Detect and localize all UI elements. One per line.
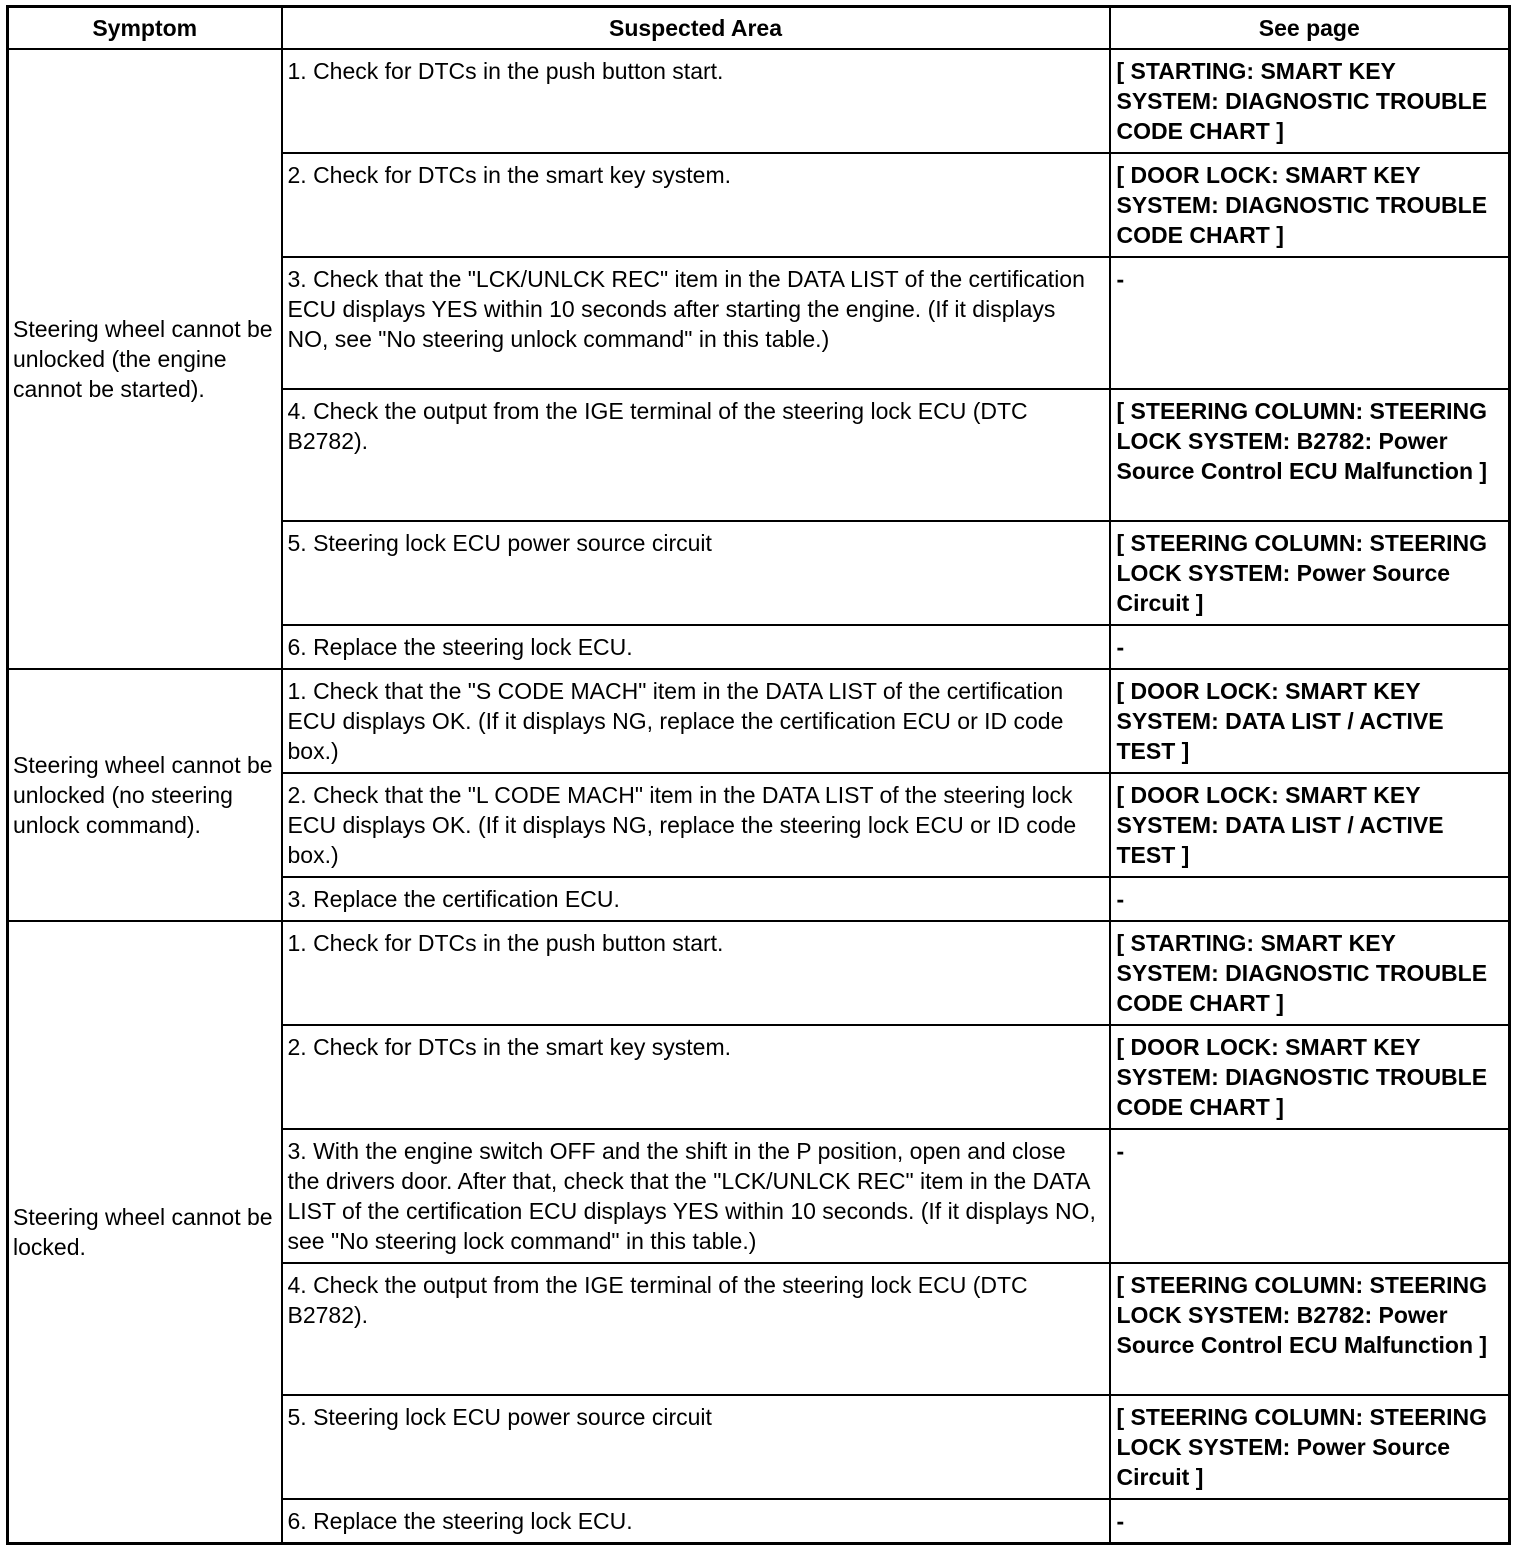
table-row (8, 49, 1510, 153)
suspected-area-cell: 2. Check for DTCs in the smart key system. (282, 1025, 1110, 1129)
suspected-area-cell: 1. Check that the "S CODE MACH" item in the DATA LIST of the certification ECU displays OK. (If it displays NG, replace the certification ECU or ID code box.) (282, 669, 1110, 773)
suspected-area-cell: 2. Check for DTCs in the smart key system. (282, 153, 1110, 257)
header-symptom: Symptom (8, 7, 282, 50)
see-page-cell: [ DOOR LOCK: SMART KEY SYSTEM: DATA LIST / ACTIVE TEST ] (1110, 773, 1510, 877)
suspected-area-cell: 2. Check that the "L CODE MACH" item in the DATA LIST of the steering lock ECU displays OK. (If it displays NG, replace the steering lock ECU or ID code box.) (282, 773, 1110, 877)
suspected-area-cell: 4. Check the output from the IGE terminal of the steering lock ECU (DTC B2782). (282, 389, 1110, 521)
table-row (8, 669, 1510, 773)
see-page-cell: [ DOOR LOCK: SMART KEY SYSTEM: DATA LIST / ACTIVE TEST ] (1110, 669, 1510, 773)
see-page-cell: - (1110, 1129, 1510, 1263)
troubleshooting-table (6, 5, 1511, 1545)
header-suspected-area: Suspected Area (282, 7, 1110, 50)
header-see-page: See page (1110, 7, 1510, 50)
see-page-cell: [ DOOR LOCK: SMART KEY SYSTEM: DIAGNOSTIC TROUBLE CODE CHART ] (1110, 153, 1510, 257)
see-page-cell: - (1110, 625, 1510, 669)
see-page-cell: [ STEERING COLUMN: STEERING LOCK SYSTEM: B2782: Power Source Control ECU Malfunction ] (1110, 1263, 1510, 1395)
suspected-area-cell: 3. Replace the certification ECU. (282, 877, 1110, 921)
see-page-cell: [ STEERING COLUMN: STEERING LOCK SYSTEM: Power Source Circuit ] (1110, 521, 1510, 625)
see-page-cell: [ STARTING: SMART KEY SYSTEM: DIAGNOSTIC TROUBLE CODE CHART ] (1110, 921, 1510, 1025)
see-page-cell: [ STEERING COLUMN: STEERING LOCK SYSTEM: B2782: Power Source Control ECU Malfunction ] (1110, 389, 1510, 521)
suspected-area-cell: 1. Check for DTCs in the push button start. (282, 921, 1110, 1025)
suspected-area-cell: 4. Check the output from the IGE terminal of the steering lock ECU (DTC B2782). (282, 1263, 1110, 1395)
suspected-area-cell: 1. Check for DTCs in the push button start. (282, 49, 1110, 153)
symptom-cell: Steering wheel cannot be unlocked (the engine cannot be started). (8, 49, 282, 669)
symptom-cell: Steering wheel cannot be unlocked (no steering unlock command). (8, 669, 282, 921)
header-row (8, 7, 1510, 50)
suspected-area-cell: 3. With the engine switch OFF and the shift in the P position, open and close the drivers door. After that, check that the "LCK/UNLCK REC" item in the DATA LIST of the certification ECU displays YES within 10 seconds. (If it displays NO, see "No steering lock command" in this table.) (282, 1129, 1110, 1263)
troubleshooting-table-container (6, 5, 1511, 1545)
suspected-area-cell: 6. Replace the steering lock ECU. (282, 625, 1110, 669)
see-page-cell: [ STARTING: SMART KEY SYSTEM: DIAGNOSTIC TROUBLE CODE CHART ] (1110, 49, 1510, 153)
see-page-cell: - (1110, 877, 1510, 921)
see-page-cell: - (1110, 257, 1510, 389)
see-page-cell: [ STEERING COLUMN: STEERING LOCK SYSTEM: Power Source Circuit ] (1110, 1395, 1510, 1499)
see-page-cell: - (1110, 1499, 1510, 1544)
suspected-area-cell: 6. Replace the steering lock ECU. (282, 1499, 1110, 1544)
symptom-cell: Steering wheel cannot be locked. (8, 921, 282, 1544)
suspected-area-cell: 5. Steering lock ECU power source circuit (282, 1395, 1110, 1499)
suspected-area-cell: 5. Steering lock ECU power source circuit (282, 521, 1110, 625)
table-row (8, 921, 1510, 1025)
see-page-cell: [ DOOR LOCK: SMART KEY SYSTEM: DIAGNOSTIC TROUBLE CODE CHART ] (1110, 1025, 1510, 1129)
suspected-area-cell: 3. Check that the "LCK/UNLCK REC" item in the DATA LIST of the certification ECU displays YES within 10 seconds after starting the engine. (If it displays NO, see "No steering unlock command" in this table.) (282, 257, 1110, 389)
